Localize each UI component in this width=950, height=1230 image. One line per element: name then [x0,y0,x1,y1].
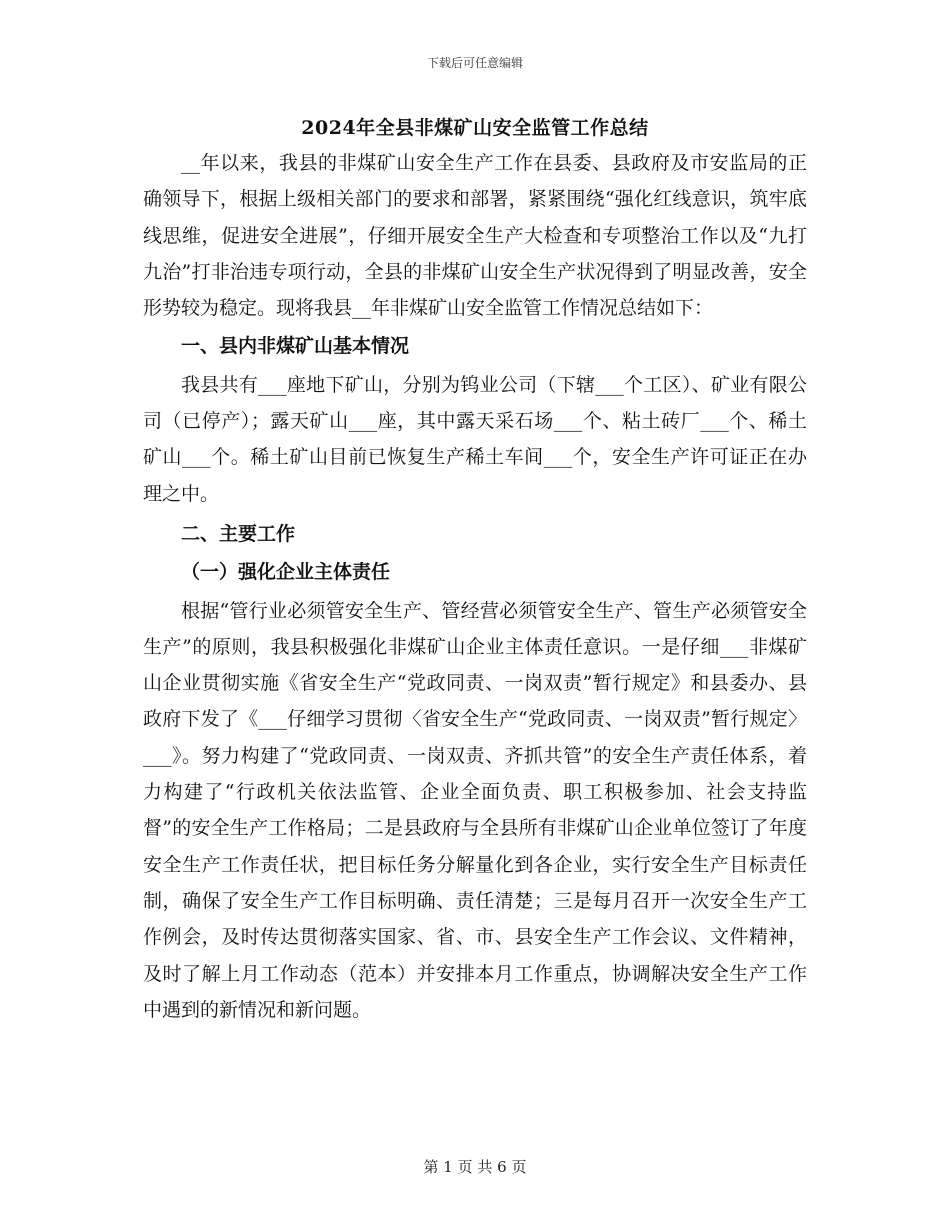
page-header-note: 下载后可任意编辑 [426,56,523,70]
page-number-footer: 第 1 页 共 6 页 [423,1158,527,1176]
intro-paragraph: __年以来，我县的非煤矿山安全生产工作在县委、县政府及市安监局的正确领导下，根据上级相关部门的要求和部署，紧紧围绕“强化红线意识，筑牢底线思维，促进安全进展”，仔细开展安全生产大检查和专项整治工作以及“九打九治”打非治违专项行动，全县的非煤矿山安全生产状况得到了明显改善，安全形势较为稳定。现将我县__年非煤矿山安全监管工作情况总结如下： [143,152,807,320]
subsection-heading-1: （一）强化企业主体责任 [181,561,391,584]
section-heading-2: 二、主要工作 [181,522,296,545]
document-title: 2024年全县非煤矿山安全监管工作总结 [301,117,649,139]
document-body [143,145,807,1028]
subsection-1-paragraph: 根据“管行业必须管安全生产、管经营必须管安全生产、管生产必须管安全生产”的原则，我县积极强化非煤矿山企业主体责任意识。一是仔细___非煤矿山企业贯彻实施《省安全生产“党政同责、一岗双责”暂行规定》和县委办、县政府下发了《___仔细学习贯彻〈省安全生产“党政同责、一岗双责”暂行规定〉___》。努力构建了“党政同责、一岗双责、齐抓共管”的安全生产责任体系，着力构建了“行政机关依法监管、企业全面负责、职工积极参加、社会支持监督”的安全生产工作格局；二是县政府与全县所有非煤矿山企业单位签订了年度安全生产工作责任状，把目标任务分解量化到各企业，实行安全生产目标责任制，确保了安全生产工作目标明确、责任清楚；三是每月召开一次安全生产工作例会，及时传达贯彻落实国家、省、市、县安全生产工作会议、文件精神，及时了解上月工作动态（范本）并安排本月工作重点，协调解决安全生产工作中遇到的新情况和新问题。 [143,599,807,1021]
section-1-paragraph: 我县共有___座地下矿山，分别为钨业公司（下辖___个工区）、矿业有限公司（已停产）；露天矿山___座，其中露天采石场___个、粘土砖厂___个、稀土矿山___个。稀土矿山目前已恢复生产稀土车间___个，安全生产许可证正在办理之中。 [143,373,807,505]
section-heading-1: 一、县内非煤矿山基本情况 [181,335,410,358]
